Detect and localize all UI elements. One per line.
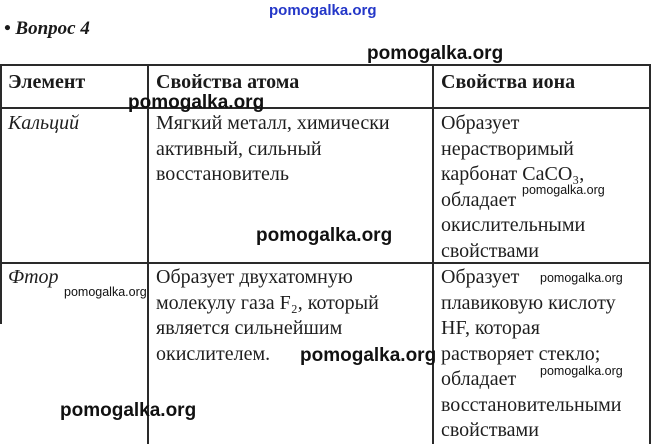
header-bottom-border bbox=[0, 107, 651, 109]
row-fluorine-ion bbox=[441, 265, 622, 444]
text-line: обладает bbox=[441, 368, 517, 390]
header-element: Элемент bbox=[8, 71, 86, 93]
table-top-border bbox=[0, 64, 651, 66]
watermark: pomogalka.org bbox=[540, 364, 623, 378]
table-left-border bbox=[0, 64, 2, 324]
text-line: активный, сильный bbox=[156, 137, 322, 160]
watermark: pomogalka.org bbox=[128, 92, 265, 113]
text-line: растворяет стекло; bbox=[441, 342, 601, 365]
header-atom-properties: Свойства атома bbox=[156, 71, 300, 93]
row-calcium-element: Кальций bbox=[8, 112, 80, 134]
text-line: нерастворимый bbox=[441, 137, 574, 160]
watermark: pomogalka.org bbox=[300, 345, 437, 366]
watermark: pomogalka.org bbox=[540, 271, 623, 285]
text-line: Мягкий металл, химически bbox=[156, 112, 390, 134]
text-line: свойствами bbox=[441, 239, 539, 262]
text-line: является сильнейшим bbox=[156, 317, 343, 339]
row-calcium-atom bbox=[156, 111, 390, 188]
watermark: pomogalka.org bbox=[367, 43, 504, 64]
text-line: HF, которая bbox=[441, 317, 540, 339]
row-fluorine-element: Фтор bbox=[8, 266, 59, 288]
table-right-border bbox=[649, 64, 651, 444]
watermark: pomogalka.org bbox=[522, 183, 605, 197]
text-line: окислителем. bbox=[156, 342, 271, 365]
text-line: восстановитель bbox=[156, 163, 289, 185]
watermark: pomogalka.org bbox=[64, 285, 147, 299]
watermark: pomogalka.org bbox=[60, 400, 197, 421]
text-line: карбонат CaCO₃, bbox=[441, 163, 585, 185]
text-line: плавиковую кислоту bbox=[441, 291, 616, 314]
text-line: Образует bbox=[441, 266, 520, 288]
watermark-top: pomogalka.org bbox=[269, 2, 377, 19]
text-line: восстановительными bbox=[441, 393, 622, 416]
text-line: окислительными bbox=[441, 214, 586, 236]
column-divider-1 bbox=[147, 64, 149, 444]
column-divider-2 bbox=[432, 64, 434, 444]
watermark: pomogalka.org bbox=[256, 225, 393, 246]
text-line: Образует двухатомную bbox=[156, 266, 353, 288]
text-line: обладает bbox=[441, 188, 517, 211]
text-line: Образует bbox=[441, 112, 520, 134]
text-line: свойствами bbox=[441, 419, 539, 441]
header-ion-properties: Свойства иона bbox=[441, 71, 576, 93]
text-line: молекулу газа F₂, который bbox=[156, 291, 379, 314]
question-heading: • Вопрос 4 bbox=[4, 18, 90, 39]
